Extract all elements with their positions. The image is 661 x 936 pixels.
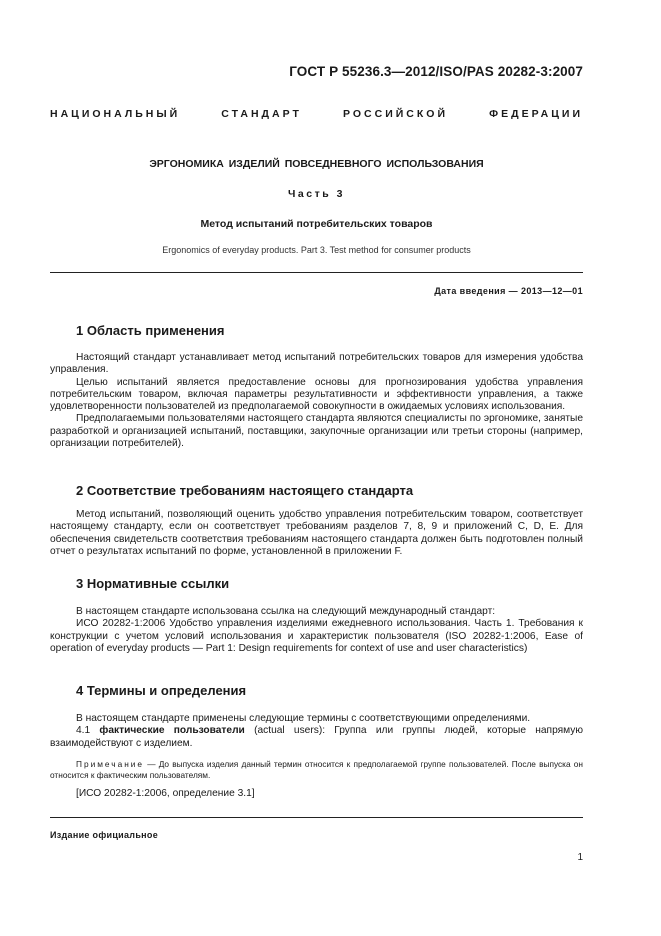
term-reference: [ИСО 20282-1:2006, определение 3.1] <box>76 788 255 799</box>
section-3-heading: 3 Нормативные ссылки <box>76 576 230 591</box>
footer-divider <box>50 817 583 818</box>
term-note <box>50 759 583 781</box>
section-1-body <box>50 352 583 450</box>
term-name: фактические пользователи <box>99 725 245 737</box>
term-definition <box>50 725 583 750</box>
national-standard-banner: НАЦИОНАЛЬНЫЙ СТАНДАРТ РОССИЙСКОЙ ФЕДЕРАЦИИ <box>50 108 583 120</box>
document-part: Часть 3 <box>288 188 345 200</box>
section-1-paragraph: Настоящий стандарт устанавливает метод испытаний потребительских товаров для измерения удобства управления. <box>50 352 583 376</box>
section-4-body <box>50 713 583 750</box>
english-title: Ergonomics of everyday products. Part 3. Test method for consumer products <box>162 245 471 255</box>
edition-label: Издание официальное <box>50 830 159 840</box>
section-2-body <box>50 509 583 558</box>
page-number: 1 <box>577 852 583 863</box>
note-text: — До выпуска изделия данный термин относится к предполагаемой группе пользователей. После выпуска он относится к фактическим пользователям. <box>50 759 583 780</box>
term-number: 4.1 <box>76 725 100 737</box>
section-2-heading: 2 Соответствие требованиям настоящего стандарта <box>76 483 414 498</box>
section-3-paragraph: В настоящем стандарте использована ссылка на следующий международный стандарт: <box>76 606 496 617</box>
document-code: ГОСТ Р 55236.3—2012/ISO/PAS 20282-3:2007 <box>289 64 583 79</box>
term-description: (actual users): Группа или группы людей, которые напрямую взаимодействуют с изделием. <box>50 725 583 749</box>
document-main-title: ЭРГОНОМИКА ИЗДЕЛИЙ ПОВСЕДНЕВНОГО ИСПОЛЬЗОВАНИЯ <box>149 158 484 170</box>
header-divider <box>50 272 583 273</box>
note-label: Примечание <box>76 759 145 769</box>
section-1-paragraph: Целью испытаний является предоставление основы для прогнозирования удобства управления потребительским товаром, включая параметры результативности и эффективности управления, а также удовлетворенности пользователей из предполагаемой совокупности в ожидаемых условиях использования. <box>50 376 583 413</box>
section-3-body <box>50 606 583 655</box>
section-4-heading: 4 Термины и определения <box>76 683 247 698</box>
section-1-paragraph: Предполагаемыми пользователями настоящего стандарта являются специалисты по эргономике, занятые разработкой и организацией испытаний, поставщики, закупочные организации или третьи стороны (например, организации потребителей). <box>50 413 583 450</box>
section-2-paragraph: Метод испытаний, позволяющий оценить удобство управления потребительским товаром, соответствует настоящему стандарту, если он соответствует требованиям разделов 7, 8, 9 и приложений C, D, E. Для обеспечения свидетельств соответствия требованиям настоящего стандарта должен быть подготовлен полный отчет о результатах испытаний по форме, установленной в приложении F. <box>50 509 583 557</box>
introduction-date: Дата введения — 2013—12—01 <box>434 286 583 296</box>
section-1-heading: 1 Область применения <box>76 323 225 338</box>
section-4-paragraph: В настоящем стандарте применены следующие термины с соответствующими определениями. <box>76 713 531 724</box>
document-subtitle: Метод испытаний потребительских товаров <box>200 218 433 230</box>
section-3-paragraph: ИСО 20282-1:2006 Удобство управления изделиями ежедневного использования. Часть 1. Требования к конструкции с учетом условий использования и характеристик пользователя (ISO 20282-1:2006, Ease of operation of everyday products — Part 1: Design requirements for context of use and user characteristics) <box>50 618 583 654</box>
